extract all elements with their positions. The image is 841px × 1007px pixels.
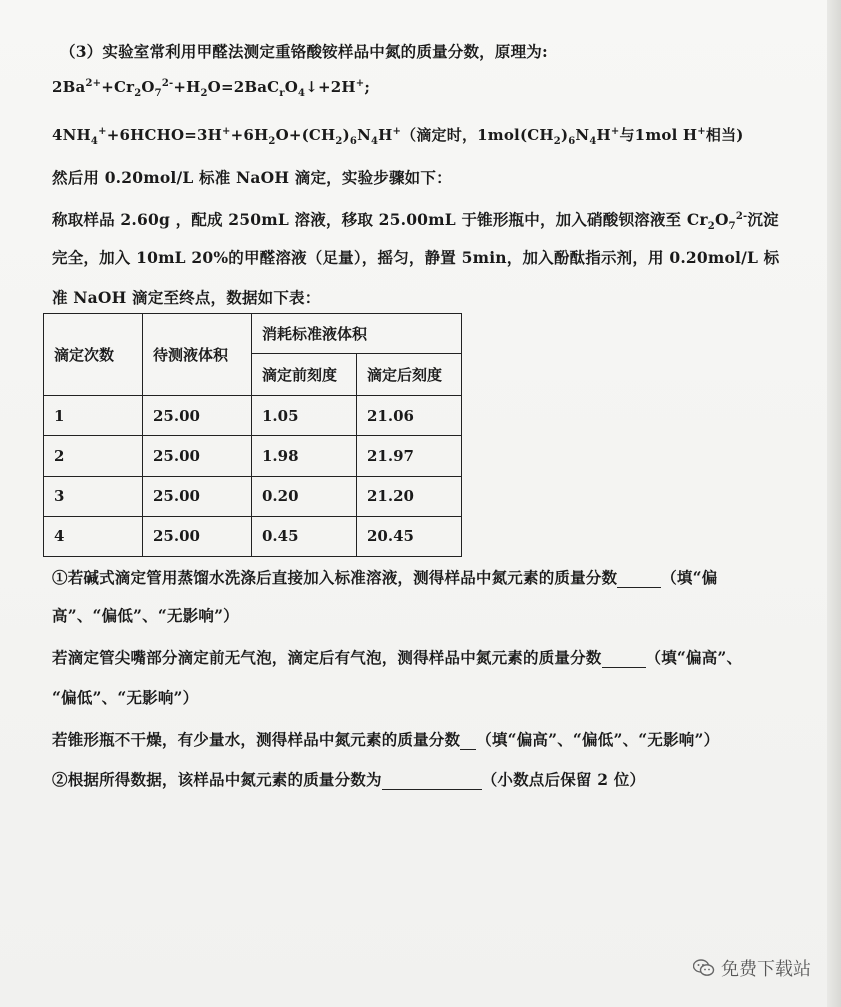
cell-trial: 2	[44, 436, 143, 476]
procedure-line-1: 称取样品 2.60g ，配成 250mL 溶液，移取 25.00mL 于锥形瓶中，加入硝酸钡溶液至 $Cr_2O_7^{2-}$沉淀	[52, 210, 779, 233]
question-1c: 若锥形瓶不干燥，有少量水，测得样品中氮元素的质量分数 （填“偏高”、“偏低”、“无影响”）	[52, 730, 720, 749]
page-edge-shadow	[827, 0, 841, 1007]
cell-volume: 25.00	[143, 476, 252, 516]
question-2: ②根据所得数据，该样品中氮元素的质量分数为 （小数点后保留 2 位）	[52, 770, 646, 789]
naoh-intro: 然后用 0.20mol/L 标准 NaOH 滴定，实验步骤如下：	[52, 168, 452, 187]
table-row	[44, 516, 462, 556]
equation-1: $2Ba^{2+}+Cr_2O_7^{2-}+H_2O=2BaC_rO_4↓+2H^+$;	[52, 78, 371, 99]
cell-before: 1.05	[252, 396, 357, 436]
watermark-text: 免费下载站	[721, 959, 811, 980]
answer-blank-1a[interactable]	[617, 571, 661, 588]
cell-after: 21.97	[357, 436, 462, 476]
answer-blank-2[interactable]	[382, 773, 482, 790]
header-trial: 滴定次数	[44, 314, 143, 396]
table-row	[44, 436, 462, 476]
question-1a-cont: 高”、“偏低”、“无影响”）	[52, 606, 239, 625]
cell-before: 1.98	[252, 436, 357, 476]
header-volume: 待测液体积	[143, 314, 252, 396]
header-before: 滴定前刻度	[252, 354, 357, 396]
watermark	[693, 955, 811, 981]
cell-before: 0.20	[252, 476, 357, 516]
titration-data-table	[43, 313, 462, 557]
question-1b: 若滴定管尖嘴部分滴定前无气泡，滴定后有气泡，测得样品中氮元素的质量分数 （填“偏高”、	[52, 648, 743, 667]
cell-after: 20.45	[357, 516, 462, 556]
header-consumed: 消耗标准液体积	[252, 314, 462, 354]
cell-after: 21.20	[357, 476, 462, 516]
intro-text: （3）实验室常利用甲醛法测定重铬酸铵样品中氮的质量分数，原理为:	[60, 42, 548, 61]
cell-volume: 25.00	[143, 396, 252, 436]
header-after: 滴定后刻度	[357, 354, 462, 396]
answer-blank-1c[interactable]	[460, 733, 476, 750]
cell-volume: 25.00	[143, 436, 252, 476]
procedure-line-2: 完全，加入 10mL 20%的甲醛溶液（足量），摇匀，静置 5min，加入酚酞指示剂，用 0.20mol/L 标	[52, 248, 780, 267]
table-row	[44, 396, 462, 436]
procedure-line-3: 准 NaOH 滴定至终点，数据如下表：	[52, 288, 321, 307]
cell-trial: 1	[44, 396, 143, 436]
question-1b-cont: “偏低”、“无影响”）	[52, 688, 199, 707]
wechat-icon	[693, 959, 715, 977]
cell-trial: 3	[44, 476, 143, 516]
cell-after: 21.06	[357, 396, 462, 436]
equation-2: $4NH_4^++6HCHO=3H^++6H_2O+(CH_2)_6N_4H^+$（滴定时，$1mol(CH_2)_6N_4H^+$与1mol H+相当)	[52, 126, 744, 147]
question-1a: ①若碱式滴定管用蒸馏水洗涤后直接加入标准溶液，测得样品中氮元素的质量分数 （填“偏	[52, 568, 718, 587]
table-row	[44, 476, 462, 516]
cell-before: 0.45	[252, 516, 357, 556]
cell-trial: 4	[44, 516, 143, 556]
cell-volume: 25.00	[143, 516, 252, 556]
answer-blank-1b[interactable]	[602, 651, 646, 668]
